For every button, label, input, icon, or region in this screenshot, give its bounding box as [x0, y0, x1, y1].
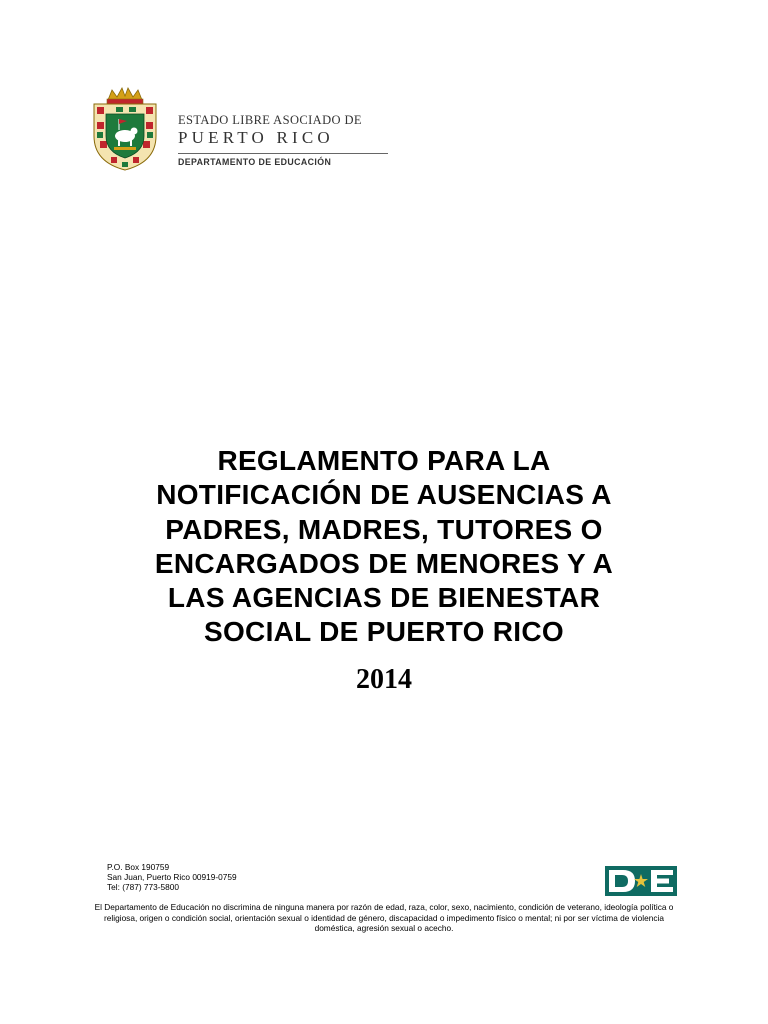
- title-line: REGLAMENTO PARA LA: [217, 445, 551, 476]
- letterhead-text: [178, 113, 390, 167]
- phone-line: Tel: (787) 773-5800: [107, 882, 179, 892]
- po-box: P.O. Box 190759: [107, 862, 170, 872]
- contact-address: [107, 862, 237, 892]
- title-line: LAS AGENCIAS DE BIENESTAR: [167, 582, 601, 614]
- non-discrimination-notice: El Departamento de Educación no discrimina de ninguna manera por razón de edad, raza, color, sexo, nacimiento, condición de veterano, ideología política o religiosa, origen o condición social, orientación sexual o identidad de género, discapacidad o impedimento físico o mental; ni por ser víctima de violencia doméstica, agresión sexual o acecho.: [94, 902, 674, 933]
- document-year: 2014: [356, 664, 412, 695]
- coat-of-arms-icon: [86, 86, 164, 172]
- government-name: ESTADO LIBRE ASOCIADO DE: [178, 113, 362, 127]
- title-line: SOCIAL DE PUERTO RICO: [204, 616, 564, 648]
- title-line: NOTIFICACIÓN DE AUSENCIAS A: [156, 479, 612, 511]
- letterhead: [86, 86, 390, 172]
- de-logo-icon: [605, 866, 677, 896]
- city-line: San Juan, Puerto Rico 00919-0759: [107, 872, 237, 882]
- header-divider: [178, 153, 388, 154]
- document-title: [84, 444, 684, 650]
- country-name: PUERTO RICO: [178, 128, 334, 147]
- department-name: DEPARTAMENTO DE EDUCACIÓN: [178, 157, 332, 167]
- title-line: ENCARGADOS DE MENORES Y A: [154, 547, 614, 579]
- title-line: PADRES, MADRES, TUTORES O: [165, 513, 603, 545]
